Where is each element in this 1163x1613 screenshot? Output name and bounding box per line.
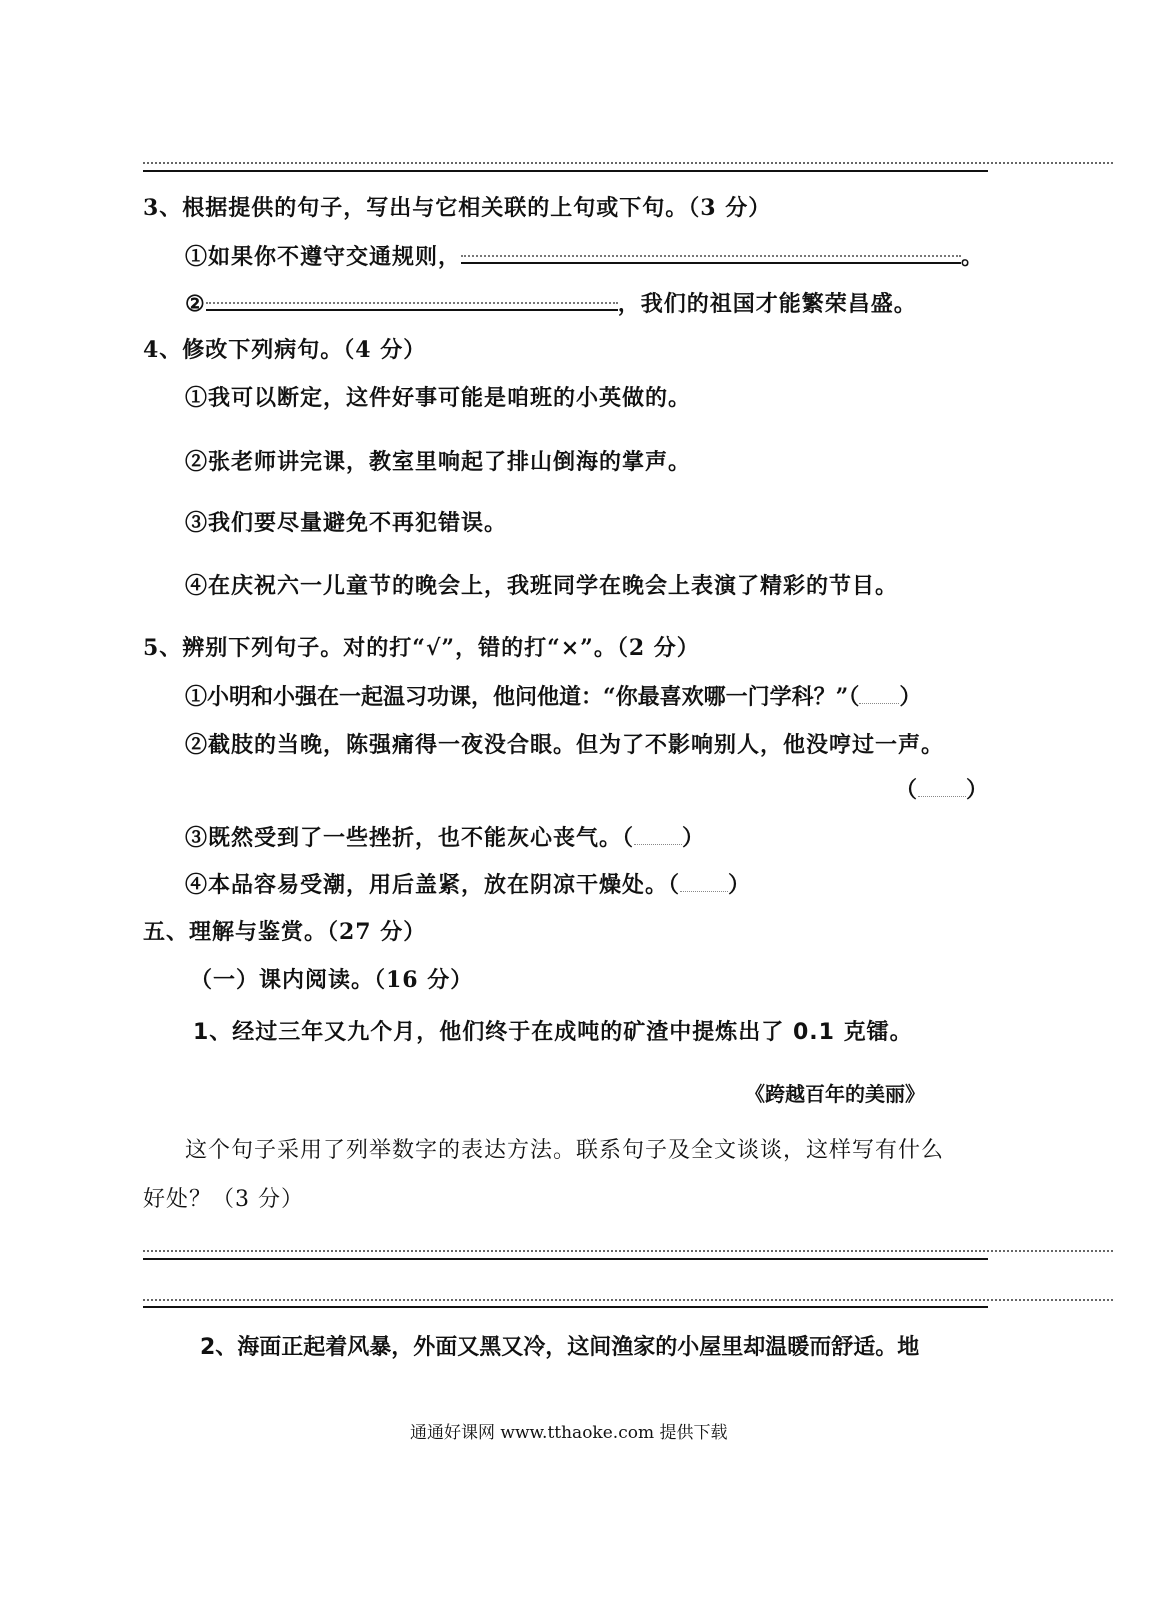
paren-open: （	[895, 777, 919, 803]
reading-question-1: 1、经过三年又九个月，他们终于在成吨的矿渣中提炼出了 0.1 克镭。	[193, 1020, 913, 1045]
question-3-item-2-text: ，我们的祖国才能繁荣昌盛。	[617, 291, 917, 317]
question-5-item-2-answer	[895, 775, 989, 805]
paren-open: （	[848, 684, 860, 710]
paren-open: （	[668, 872, 681, 898]
question-4-item-4: ④在庆祝六一儿童节的晚会上，我班同学在晚会上表演了精彩的节目。	[185, 573, 899, 599]
paren-open: （	[622, 825, 635, 851]
answer-line-dotted	[143, 1250, 1113, 1252]
question-5-item-1	[185, 682, 921, 712]
fill-blank-1[interactable]	[461, 244, 961, 264]
question-3-item-2	[185, 289, 917, 319]
question-5-item-3-text: ③既然受到了一些挫折，也不能灰心丧气。	[185, 825, 623, 851]
question-5-item-2: ②截肢的当晚，陈强痛得一夜没合眼。但为了不影响别人，他没哼过一声。	[185, 732, 945, 758]
question-4-item-3: ③我们要尽量避免不再犯错误。	[185, 510, 508, 536]
answer-line-dotted	[143, 162, 1113, 164]
fill-blank-2[interactable]	[206, 291, 618, 311]
answer-paren-4[interactable]	[680, 881, 728, 892]
question-5-item-4	[185, 870, 751, 900]
question-5-item-3	[185, 823, 705, 853]
question-4-item-1: ①我可以断定，这件好事可能是咱班的小英做的。	[185, 385, 692, 411]
paren-close: ）	[966, 777, 990, 803]
question-5-item-4-text: ④本品容易受潮，用后盖紧，放在阴凉干燥处。	[185, 872, 669, 898]
question-4-title: 4、修改下列病句。（4 分）	[143, 337, 427, 363]
question-3-item-1	[185, 242, 984, 272]
answer-line-dotted	[143, 1299, 1113, 1301]
answer-paren-1[interactable]	[859, 693, 899, 704]
answer-paren-3[interactable]	[634, 834, 682, 845]
reading-question-1-prompt-line-1: 这个句子采用了列举数字的表达方法。联系句子及全文谈谈，这样写有什么	[185, 1138, 945, 1163]
answer-line	[143, 170, 988, 172]
answer-paren-2[interactable]	[918, 786, 966, 797]
reading-question-1-source: 《跨越百年的美丽》	[745, 1082, 925, 1106]
question-3-item-2-num: ②	[185, 291, 206, 317]
paren-close: ）	[899, 684, 922, 710]
paren-close: ）	[682, 825, 706, 851]
answer-line[interactable]	[143, 1306, 988, 1308]
question-3-item-1-text: ①如果你不遵守交通规则，	[185, 244, 462, 270]
question-3-item-1-end: 。	[961, 244, 985, 270]
question-5-title: 5、辨别下列句子。对的打“√”，错的打“×”。（2 分）	[143, 635, 700, 661]
paren-close: ）	[728, 872, 752, 898]
reading-question-1-prompt-line-2: 好处？（3 分）	[143, 1187, 304, 1212]
part-5-subsection-1: （一）课内阅读。（16 分）	[190, 967, 474, 993]
footer-text: 通通好课网 www.tthaoke.com 提供下载	[410, 1423, 728, 1443]
question-4-item-2: ②张老师讲完课，教室里响起了排山倒海的掌声。	[185, 449, 692, 475]
reading-question-2: 2、海面正起着风暴，外面又黑又冷，这间渔家的小屋里却温暖而舒适。地	[200, 1335, 920, 1360]
question-3-title: 3、根据提供的句子，写出与它相关联的上句或下句。（3 分）	[143, 195, 772, 221]
question-5-item-1-text: ①小明和小强在一起温习功课，他问他道：“你最喜欢哪一门学科？”	[185, 684, 849, 710]
part-5-title: 五、理解与鉴赏。（27 分）	[143, 919, 427, 945]
answer-line[interactable]	[143, 1258, 988, 1260]
